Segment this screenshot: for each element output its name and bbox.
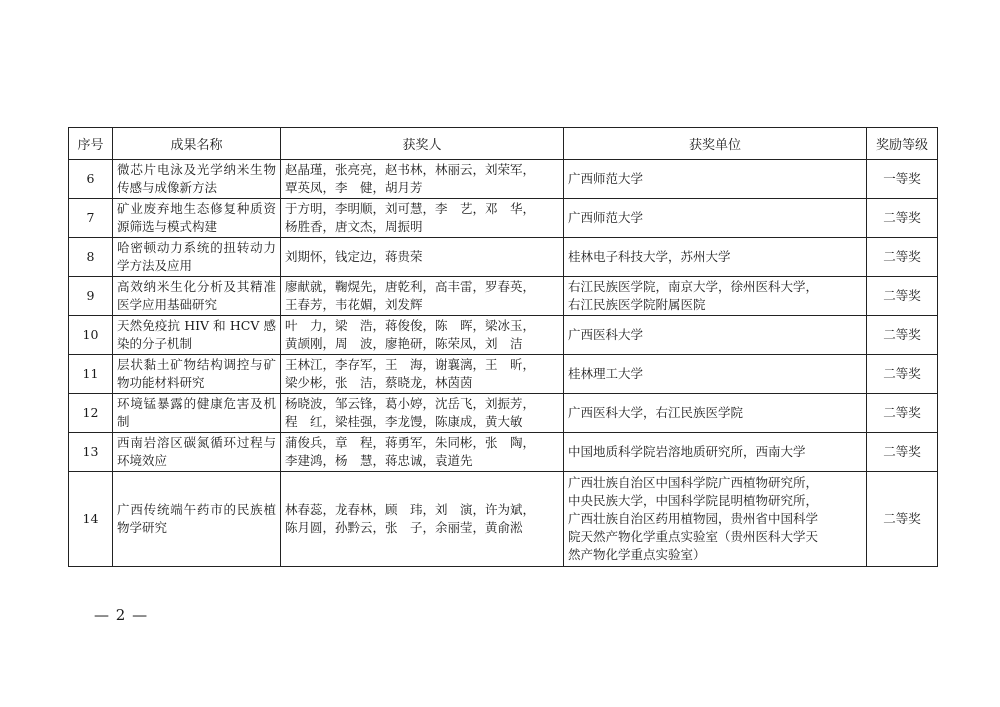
cell-award-units: 中国地质科学院岩溶地质研究所，西南大学 [564, 433, 867, 472]
cell-awardees: 刘期怀，钱定边，蒋贵荣 [281, 238, 564, 277]
cell-serial-number: 6 [69, 160, 113, 199]
cell-awardees: 廖献就，鞠熀先，唐乾利，高丰雷，罗春英， 王春芳，韦花媚，刘发辉 [281, 277, 564, 316]
cell-award-level: 二等奖 [867, 316, 938, 355]
cell-awardees: 林春蕊，龙春林，顾 玮，刘 演，许为斌， 陈月圆，孙黔云，张 子，余丽莹，黄俞淞 [281, 472, 564, 567]
header-award-units: 获奖单位 [564, 128, 867, 160]
cell-award-level: 二等奖 [867, 238, 938, 277]
cell-award-units: 广西师范大学 [564, 199, 867, 238]
cell-award-level: 一等奖 [867, 160, 938, 199]
cell-achievement-name: 微芯片电泳及光学纳米生物传感与成像新方法 [113, 160, 281, 199]
cell-award-units: 桂林理工大学 [564, 355, 867, 394]
cell-award-level: 二等奖 [867, 472, 938, 567]
cell-achievement-name: 广西传统端午药市的民族植物学研究 [113, 472, 281, 567]
cell-awardees: 王林江，李存军，王 海，谢襄漓，王 昕， 梁少彬，张 洁，蔡晓龙，林茵茵 [281, 355, 564, 394]
header-serial-number: 序号 [69, 128, 113, 160]
table-row [69, 316, 938, 355]
table-row [69, 355, 938, 394]
header-awardees: 获奖人 [281, 128, 564, 160]
cell-serial-number: 14 [69, 472, 113, 567]
cell-award-level: 二等奖 [867, 355, 938, 394]
cell-serial-number: 12 [69, 394, 113, 433]
cell-awardees: 于方明，李明顺，刘可慧，李 艺，邓 华， 杨胜香，唐文杰，周振明 [281, 199, 564, 238]
cell-awardees: 杨晓波，邹云锋，葛小婷，沈岳飞，刘振芳， 程 红，梁桂强，李龙馒，陈康成，黄大敏 [281, 394, 564, 433]
table-row [69, 472, 938, 567]
header-achievement-name: 成果名称 [113, 128, 281, 160]
table-row [69, 394, 938, 433]
cell-award-units: 广西医科大学 [564, 316, 867, 355]
cell-achievement-name: 西南岩溶区碳氮循环过程与环境效应 [113, 433, 281, 472]
cell-award-units: 广西师范大学 [564, 160, 867, 199]
cell-achievement-name: 环境锰暴露的健康危害及机制 [113, 394, 281, 433]
cell-award-level: 二等奖 [867, 199, 938, 238]
cell-awardees: 赵晶瑾，张亮亮，赵书林，林丽云，刘荣军， 覃英凤，李 健，胡月芳 [281, 160, 564, 199]
cell-awardees: 蒲俊兵，章 程，蒋勇军，朱同彬，张 陶， 李建鸿，杨 慧，蒋忠诚，袁道先 [281, 433, 564, 472]
cell-award-units: 桂林电子科技大学，苏州大学 [564, 238, 867, 277]
cell-achievement-name: 高效纳米生化分析及其精准医学应用基础研究 [113, 277, 281, 316]
table-row [69, 277, 938, 316]
cell-serial-number: 7 [69, 199, 113, 238]
cell-serial-number: 10 [69, 316, 113, 355]
header-award-level: 奖励等级 [867, 128, 938, 160]
table-row [69, 160, 938, 199]
page-number: — 2 — [94, 606, 149, 624]
cell-award-units: 广西医科大学，右江民族医学院 [564, 394, 867, 433]
cell-serial-number: 8 [69, 238, 113, 277]
cell-serial-number: 11 [69, 355, 113, 394]
cell-achievement-name: 矿业废弃地生态修复种质资源筛选与模式构建 [113, 199, 281, 238]
cell-serial-number: 9 [69, 277, 113, 316]
cell-award-level: 二等奖 [867, 394, 938, 433]
table-row [69, 433, 938, 472]
cell-achievement-name: 哈密顿动力系统的扭转动力学方法及应用 [113, 238, 281, 277]
table-header-row [69, 128, 938, 160]
table-row [69, 238, 938, 277]
awards-table [68, 127, 938, 567]
cell-achievement-name: 层状黏土矿物结构调控与矿物功能材料研究 [113, 355, 281, 394]
cell-awardees: 叶 力，梁 浩，蒋俊俊，陈 晖，梁冰玉， 黄颉刚，周 波，廖艳研，陈荣凤，刘 洁 [281, 316, 564, 355]
cell-award-level: 二等奖 [867, 433, 938, 472]
table-row [69, 199, 938, 238]
cell-award-units: 广西壮族自治区中国科学院广西植物研究所， 中央民族大学，中国科学院昆明植物研究所， 广西壮族自治区药用植物园，贵州省中国科学 院天然产物化学重点实验室（贵州医科大学天 然产物化学重点实验室） [564, 472, 867, 567]
cell-achievement-name: 天然免疫抗 HIV 和 HCV 感染的分子机制 [113, 316, 281, 355]
cell-serial-number: 13 [69, 433, 113, 472]
cell-award-level: 二等奖 [867, 277, 938, 316]
cell-award-units: 右江民族医学院，南京大学，徐州医科大学， 右江民族医学院附属医院 [564, 277, 867, 316]
